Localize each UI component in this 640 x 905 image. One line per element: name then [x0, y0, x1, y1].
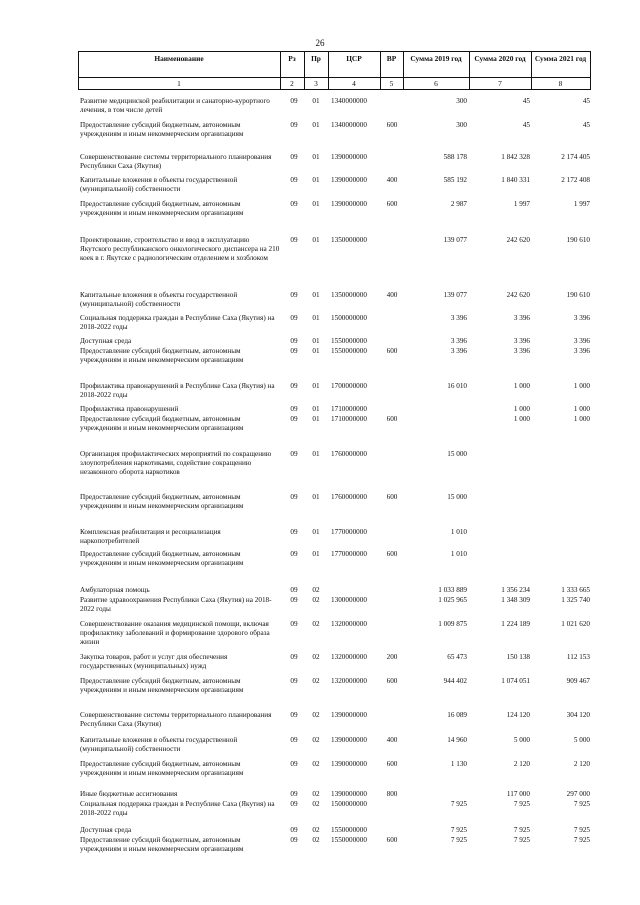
row-name: Комплексная реабилитация и ресоциализация наркопотребителей	[80, 528, 221, 546]
row-csr: 1390000000	[331, 176, 367, 184]
row-sum2021: 297 000	[566, 790, 590, 798]
row-rz: 09	[290, 450, 298, 458]
row-sum2021: 1 000	[573, 405, 590, 413]
row-csr: 1320000000	[331, 677, 367, 685]
row-name: Иные бюджетные ассигнования	[80, 790, 178, 798]
row-vr: 800	[386, 790, 398, 798]
page-number: 26	[315, 38, 325, 48]
row-pr: 02	[312, 653, 320, 661]
row-name: Развитие здравоохранения Республики Саха (Якутия) на 2018-2022 годы	[80, 596, 272, 614]
col-number: 4	[352, 79, 356, 88]
row-csr: 1340000000	[331, 97, 367, 105]
row-rz: 09	[290, 97, 298, 105]
row-vr: 600	[386, 677, 398, 685]
row-sum2021: 1 000	[573, 382, 590, 390]
row-sum2019: 7 925	[450, 826, 467, 834]
row-csr: 1550000000	[331, 836, 367, 844]
row-name: Развитие медицинской реабилитации и санаторно-курортного лечения, в том числе детей	[80, 97, 270, 115]
row-rz: 09	[290, 836, 298, 844]
row-csr: 1760000000	[331, 493, 367, 501]
col-rz-header: Рз	[288, 54, 296, 63]
row-sum2019: 1 130	[450, 760, 467, 768]
row-pr: 02	[312, 800, 320, 808]
row-csr: 1710000000	[331, 415, 367, 423]
row-rz: 09	[290, 760, 298, 768]
row-sum2021: 45	[582, 97, 590, 105]
row-sum2021: 190 610	[566, 291, 590, 299]
row-rz: 09	[290, 711, 298, 719]
row-csr: 1390000000	[331, 790, 367, 798]
row-sum2020: 3 396	[513, 337, 530, 345]
row-sum2020: 5 000	[513, 736, 530, 744]
row-sum2020: 124 120	[506, 711, 530, 719]
row-vr: 600	[386, 415, 398, 423]
row-rz: 09	[290, 405, 298, 413]
row-rz: 09	[290, 121, 298, 129]
row-pr: 02	[312, 711, 320, 719]
row-sum2019: 16 010	[447, 382, 467, 390]
row-sum2019: 15 000	[447, 493, 467, 501]
row-rz: 09	[290, 550, 298, 558]
row-sum2019: 1 033 889	[438, 586, 467, 594]
row-name: Профилактика правонарушений в Республике Саха (Якутия) на 2018-2022 годы	[80, 382, 275, 400]
row-csr: 1710000000	[331, 405, 367, 413]
col-sum2020-header: Сумма 2020 год	[474, 54, 526, 63]
row-csr: 1320000000	[331, 620, 367, 628]
row-sum2020: 3 396	[513, 347, 530, 355]
row-name: Доступная среда	[80, 826, 132, 834]
row-rz: 09	[290, 153, 298, 161]
row-csr: 1550000000	[331, 347, 367, 355]
row-vr: 600	[386, 121, 398, 129]
row-sum2020: 45	[522, 121, 530, 129]
row-sum2019: 16 089	[447, 711, 467, 719]
row-rz: 09	[290, 200, 298, 208]
row-name: Предоставление субсидий бюджетным, автономным учреждениям и иным некоммерческим организациям	[80, 550, 244, 568]
row-rz: 09	[290, 314, 298, 322]
row-rz: 09	[290, 736, 298, 744]
row-name: Предоставление субсидий бюджетным, автономным учреждениям и иным некоммерческим организациям	[80, 760, 244, 778]
row-name: Совершенствование системы территориального планирования Республики Саха (Якутия)	[80, 153, 272, 171]
row-sum2020: 45	[522, 97, 530, 105]
row-rz: 09	[290, 291, 298, 299]
row-vr: 600	[386, 550, 398, 558]
row-pr: 02	[312, 596, 320, 604]
row-name: Предоставление субсидий бюджетным, автономным учреждениям и иным некоммерческим организациям	[80, 347, 244, 365]
row-sum2019: 139 077	[443, 236, 467, 244]
row-vr: 600	[386, 347, 398, 355]
row-sum2021: 909 467	[566, 677, 590, 685]
row-sum2020: 1 224 189	[501, 620, 530, 628]
col-number: 1	[177, 79, 181, 88]
row-rz: 09	[290, 790, 298, 798]
row-sum2021: 3 396	[573, 347, 590, 355]
row-name: Совершенствование оказания медицинской помощи, включая профилактику заболеваний и формирование здорового образа жизни	[80, 620, 270, 647]
row-csr: 1550000000	[331, 337, 367, 345]
row-sum2021: 2 172 408	[561, 176, 590, 184]
row-pr: 02	[312, 586, 320, 594]
row-pr: 02	[312, 736, 320, 744]
header-divider	[78, 77, 591, 78]
row-name: Социальная поддержка граждан в Республике Саха (Якутия) на 2018-2022 годы	[80, 314, 275, 332]
col-name-header: Наименование	[154, 54, 204, 63]
row-sum2019: 300	[456, 121, 467, 129]
row-sum2021: 304 120	[566, 711, 590, 719]
row-pr: 01	[312, 291, 320, 299]
row-sum2021: 3 396	[573, 337, 590, 345]
row-sum2021: 7 925	[573, 800, 590, 808]
row-sum2019: 3 396	[450, 314, 467, 322]
row-name: Предоставление субсидий бюджетным, автономным учреждениям и иным некоммерческим организациям	[80, 836, 244, 854]
row-sum2019: 1 010	[450, 550, 467, 558]
row-rz: 09	[290, 382, 298, 390]
row-sum2019: 3 396	[450, 337, 467, 345]
row-sum2020: 150 138	[506, 653, 530, 661]
col-csr-header: ЦСР	[346, 54, 362, 63]
row-rz: 09	[290, 337, 298, 345]
row-name: Совершенствование системы территориального планирования Республики Саха (Якутия)	[80, 711, 272, 729]
row-sum2019: 588 178	[443, 153, 467, 161]
row-pr: 01	[312, 97, 320, 105]
row-pr: 01	[312, 200, 320, 208]
row-name: Капитальные вложения в объекты государственной (муниципальной) собственности	[80, 176, 238, 194]
row-name: Доступная среда	[80, 337, 132, 345]
row-sum2020: 1 000	[513, 382, 530, 390]
row-rz: 09	[290, 826, 298, 834]
row-sum2021: 112 153	[566, 653, 590, 661]
row-csr: 1390000000	[331, 153, 367, 161]
row-pr: 01	[312, 528, 320, 536]
row-rz: 09	[290, 800, 298, 808]
row-name: Профилактика правонарушений	[80, 405, 179, 413]
row-csr: 1390000000	[331, 760, 367, 768]
row-pr: 01	[312, 337, 320, 345]
row-name: Проектирование, строительство и ввод в эксплуатацию Якутского республиканского онкологического диспансера на 210 коек в г. Якутске с радиологическим отделением и хозблоком	[80, 236, 280, 263]
col-number: 7	[498, 79, 502, 88]
col-number: 2	[290, 79, 294, 88]
header-border	[590, 52, 591, 89]
row-pr: 01	[312, 405, 320, 413]
row-name: Предоставление субсидий бюджетным, автономным учреждениям и иным некоммерческим организациям	[80, 415, 244, 433]
row-pr: 01	[312, 450, 320, 458]
table-header	[78, 51, 591, 90]
col-sum2021-header: Сумма 2021 год	[534, 54, 587, 63]
row-csr: 1770000000	[331, 528, 367, 536]
row-name: Капитальные вложения в объекты государственной (муниципальной) собственности	[80, 736, 238, 754]
row-pr: 01	[312, 176, 320, 184]
row-name: Амбулаторная помощь	[80, 586, 150, 594]
row-sum2020: 1 356 234	[501, 586, 530, 594]
row-sum2020: 117 000	[506, 790, 530, 798]
row-pr: 01	[312, 236, 320, 244]
row-rz: 09	[290, 528, 298, 536]
row-rz: 09	[290, 596, 298, 604]
row-sum2021: 7 925	[573, 836, 590, 844]
row-rz: 09	[290, 236, 298, 244]
row-sum2020: 1 840 331	[501, 176, 530, 184]
row-name: Организация профилактических мероприятий по сокращению злоупотребления наркотиками, содействие сокращению незаконного оборота наркотиков	[80, 450, 272, 477]
row-sum2021: 190 610	[566, 236, 590, 244]
row-csr: 1550000000	[331, 826, 367, 834]
row-sum2021: 5 000	[573, 736, 590, 744]
row-sum2020: 1 348 309	[501, 596, 530, 604]
row-sum2019: 1 009 875	[438, 620, 467, 628]
row-pr: 01	[312, 415, 320, 423]
row-sum2019: 2 987	[450, 200, 467, 208]
row-csr: 1760000000	[331, 450, 367, 458]
row-sum2021: 1 325 740	[561, 596, 590, 604]
row-sum2019: 300	[456, 97, 467, 105]
row-vr: 600	[386, 200, 398, 208]
row-sum2019: 14 960	[447, 736, 467, 744]
row-sum2020: 1 842 328	[501, 153, 530, 161]
row-vr: 600	[386, 760, 398, 768]
row-pr: 02	[312, 790, 320, 798]
row-sum2020: 1 000	[513, 405, 530, 413]
row-rz: 09	[290, 493, 298, 501]
row-sum2021: 7 925	[573, 826, 590, 834]
row-pr: 02	[312, 836, 320, 844]
row-pr: 01	[312, 550, 320, 558]
row-sum2020: 1 000	[513, 415, 530, 423]
row-sum2020: 7 925	[513, 836, 530, 844]
col-number: 6	[434, 79, 438, 88]
row-name: Предоставление субсидий бюджетным, автономным учреждениям и иным некоммерческим организациям	[80, 121, 244, 139]
row-name: Предоставление субсидий бюджетным, автономным учреждениям и иным некоммерческим организациям	[80, 493, 244, 511]
col-pr-header: Пр	[311, 54, 321, 63]
row-pr: 02	[312, 620, 320, 628]
row-csr: 1770000000	[331, 550, 367, 558]
row-sum2020: 242 620	[506, 236, 530, 244]
row-rz: 09	[290, 347, 298, 355]
row-vr: 400	[386, 736, 398, 744]
row-vr: 400	[386, 176, 398, 184]
row-sum2021: 45	[582, 121, 590, 129]
row-csr: 1320000000	[331, 653, 367, 661]
row-sum2019: 585 192	[443, 176, 467, 184]
row-rz: 09	[290, 586, 298, 594]
row-sum2019: 944 402	[443, 677, 467, 685]
row-pr: 02	[312, 760, 320, 768]
row-sum2019: 65 473	[447, 653, 467, 661]
row-sum2021: 2 174 405	[561, 153, 590, 161]
row-rz: 09	[290, 653, 298, 661]
row-sum2020: 7 925	[513, 826, 530, 834]
row-pr: 01	[312, 121, 320, 129]
row-sum2020: 1 074 051	[501, 677, 530, 685]
row-sum2021: 1 333 665	[561, 586, 590, 594]
row-pr: 02	[312, 677, 320, 685]
row-vr: 600	[386, 836, 398, 844]
row-sum2021: 1 000	[573, 415, 590, 423]
row-rz: 09	[290, 415, 298, 423]
row-csr: 1390000000	[331, 200, 367, 208]
row-name: Закупка товаров, работ и услуг для обеспечения государственных (муниципальных) нужд	[80, 653, 228, 671]
row-sum2019: 7 925	[450, 800, 467, 808]
row-csr: 1300000000	[331, 596, 367, 604]
row-sum2019: 3 396	[450, 347, 467, 355]
row-csr: 1500000000	[331, 314, 367, 322]
row-csr: 1500000000	[331, 800, 367, 808]
row-sum2020: 2 120	[513, 760, 530, 768]
row-sum2020: 7 925	[513, 800, 530, 808]
col-number: 8	[558, 79, 563, 88]
row-rz: 09	[290, 677, 298, 685]
row-sum2021: 2 120	[573, 760, 590, 768]
row-csr: 1390000000	[331, 736, 367, 744]
row-name: Предоставление субсидий бюджетным, автономным учреждениям и иным некоммерческим организациям	[80, 200, 244, 218]
row-sum2019: 15 000	[447, 450, 467, 458]
col-vr-header: ВР	[386, 54, 397, 63]
row-vr: 200	[386, 653, 398, 661]
row-sum2019: 1 010	[450, 528, 467, 536]
col-number: 3	[314, 79, 318, 88]
row-sum2020: 3 396	[513, 314, 530, 322]
row-vr: 400	[386, 291, 398, 299]
row-sum2021: 3 396	[573, 314, 590, 322]
row-sum2021: 1 021 620	[561, 620, 590, 628]
row-csr: 1340000000	[331, 121, 367, 129]
row-pr: 01	[312, 347, 320, 355]
row-csr: 1350000000	[331, 236, 367, 244]
row-pr: 01	[312, 493, 320, 501]
row-name: Социальная поддержка граждан в Республике Саха (Якутия) на 2018-2022 годы	[80, 800, 275, 818]
row-pr: 01	[312, 314, 320, 322]
row-csr: 1700000000	[331, 382, 367, 390]
row-name: Предоставление субсидий бюджетным, автономным учреждениям и иным некоммерческим организациям	[80, 677, 244, 695]
col-sum2019-header: Сумма 2019 год	[410, 54, 462, 63]
row-pr: 01	[312, 153, 320, 161]
row-sum2019: 7 925	[450, 836, 467, 844]
row-rz: 09	[290, 620, 298, 628]
row-name: Капитальные вложения в объекты государственной (муниципальной) собственности	[80, 291, 238, 309]
row-sum2021: 1 997	[573, 200, 590, 208]
col-number: 5	[389, 79, 394, 88]
row-sum2019: 1 025 965	[438, 596, 467, 604]
row-vr: 600	[386, 493, 398, 501]
row-csr: 1350000000	[331, 291, 367, 299]
row-pr: 01	[312, 382, 320, 390]
header-bottom	[78, 89, 591, 90]
row-sum2019: 139 077	[443, 291, 467, 299]
row-csr: 1390000000	[331, 711, 367, 719]
row-sum2020: 242 620	[506, 291, 530, 299]
row-sum2020: 1 997	[513, 200, 530, 208]
row-pr: 02	[312, 826, 320, 834]
row-rz: 09	[290, 176, 298, 184]
